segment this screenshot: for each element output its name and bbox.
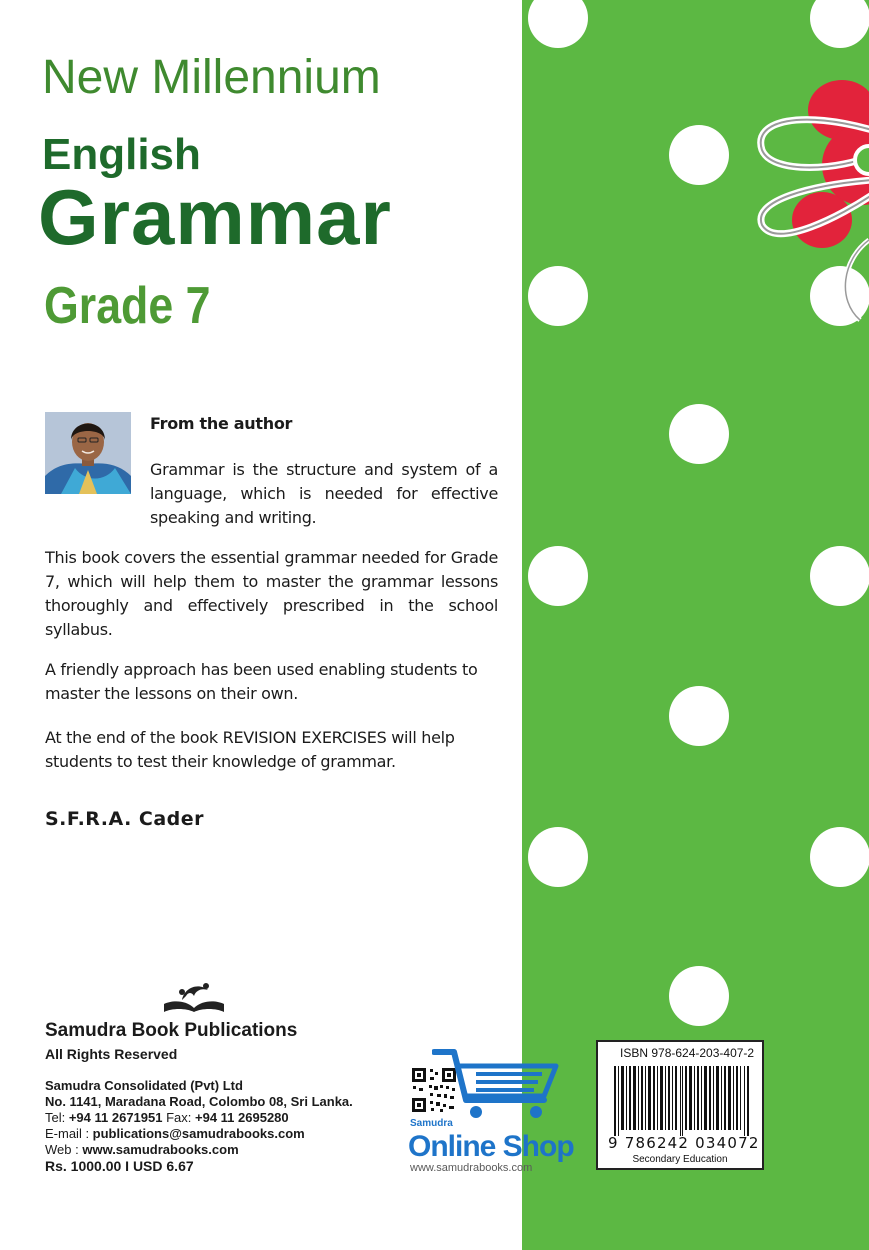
isbn-barcode-box: [596, 1040, 764, 1170]
shop-brand-small: Samudra: [410, 1118, 453, 1129]
description-paragraph: At the end of the book REVISION EXERCISES will help students to test their knowledge of grammar.: [45, 728, 455, 771]
author-photo: [45, 412, 131, 494]
shop-url-link[interactable]: www.samudrabooks.com: [410, 1162, 533, 1174]
barcode-digits: 9 786242 034072: [608, 1134, 760, 1152]
contact-email-line: E-mail : publications@samudrabooks.com: [45, 1126, 305, 1141]
grade-label: Grade 7: [44, 277, 211, 335]
publisher-name: Samudra Book Publications: [45, 1020, 298, 1041]
telephone-number: +94 11 2671951: [68, 1110, 163, 1125]
price-label: Rs. 1000.00 I USD 6.67: [45, 1158, 194, 1174]
rights-notice: All Rights Reserved: [45, 1046, 178, 1062]
description-paragraph: A friendly approach has been used enabling students to master the lessons on their own.: [45, 660, 478, 703]
author-section-heading: From the author: [150, 414, 293, 433]
online-shop-link[interactable]: Online Shop: [408, 1130, 574, 1163]
isbn-number: ISBN 978-624-203-407-2: [620, 1046, 755, 1060]
email-link[interactable]: publications@samudrabooks.com: [92, 1126, 305, 1141]
publisher-book-logo-icon: [162, 978, 226, 1014]
company-address: No. 1141, Maradana Road, Colombo 08, Sri Lanka.: [45, 1094, 353, 1109]
description-paragraph: This book covers the essential grammar needed for Grade 7, which will help them to master the grammar lessons thoroughly and effectively prescribed in the school syllabus.: [45, 548, 498, 639]
website-link[interactable]: www.samudrabooks.com: [82, 1142, 239, 1157]
contact-web-line: Web : www.samudrabooks.com: [45, 1142, 239, 1157]
contact-phone-line: Tel: +94 11 2671951 Fax: +94 11 2695280: [45, 1110, 289, 1125]
book-category: Secondary Education: [632, 1154, 728, 1165]
barcode-icon: [614, 1066, 750, 1136]
company-name: Samudra Consolidated (Pvt) Ltd: [45, 1078, 243, 1093]
series-title: New Millennium: [42, 51, 381, 104]
author-name: S.F.R.A. Cader: [45, 808, 205, 830]
author-intro-text: Grammar is the structure and system of a language, which is needed for effective speaking and writing.: [150, 460, 498, 527]
book-title: Grammar: [38, 173, 392, 261]
subject-title: English: [42, 130, 201, 179]
fax-number: +94 11 2695280: [195, 1110, 289, 1125]
